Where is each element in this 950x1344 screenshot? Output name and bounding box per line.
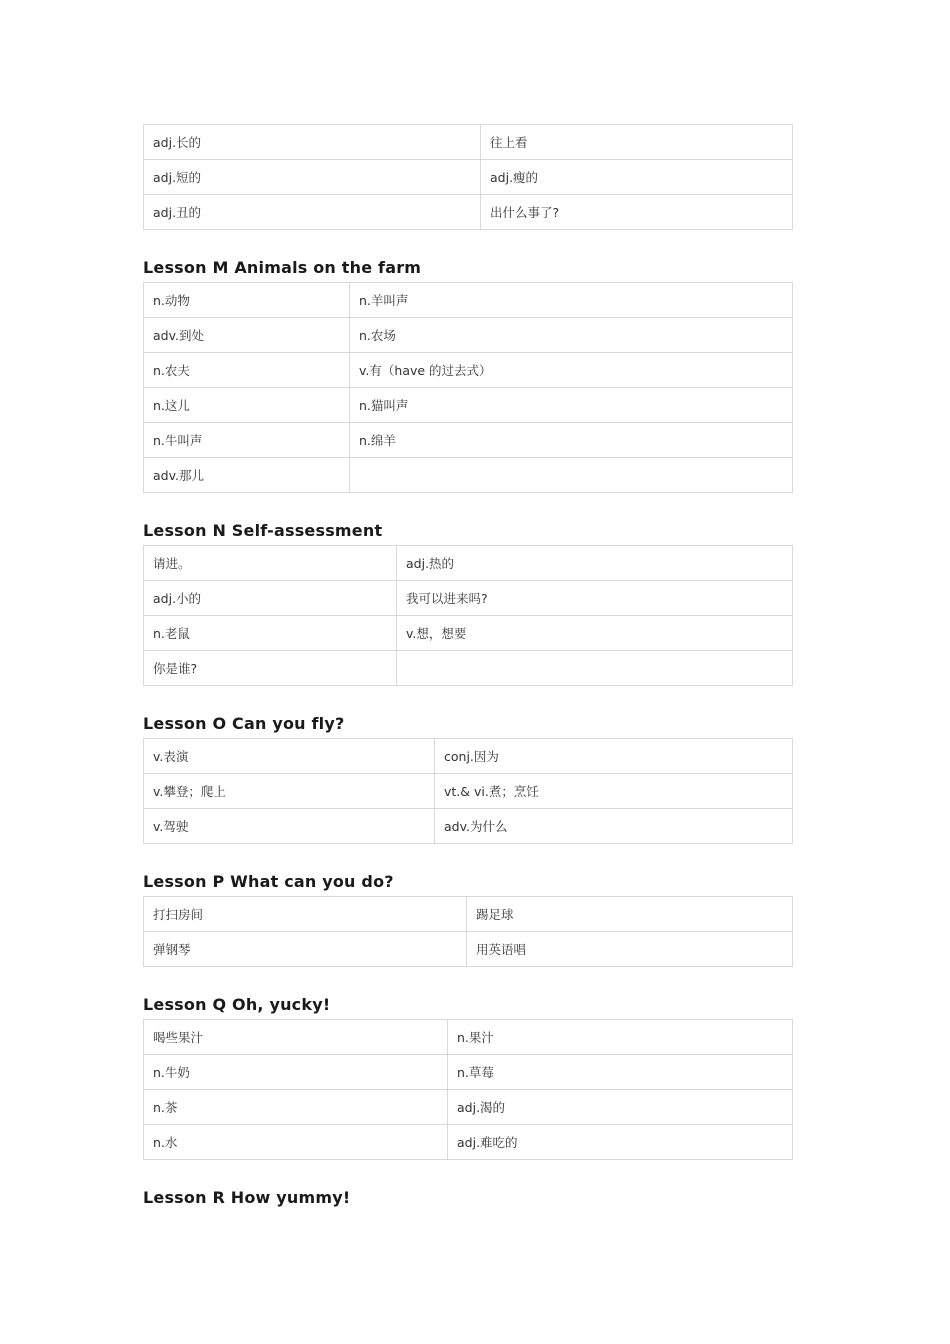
table-row (144, 616, 793, 651)
lesson-p-title: Lesson P What can you do? (143, 872, 394, 891)
table-cell: vt.& vi.煮；烹饪 (435, 774, 793, 809)
table-cell: adj.难吃的 (448, 1125, 793, 1160)
table-row (144, 1020, 793, 1055)
vocab-table-lesson-q (143, 1019, 793, 1160)
table-cell: adv.到处 (144, 318, 350, 353)
lesson-q-title: Lesson Q Oh, yucky! (143, 995, 331, 1014)
lesson-o-title: Lesson O Can you fly? (143, 714, 345, 733)
table-cell: adj.小的 (144, 581, 397, 616)
table-row (144, 651, 793, 686)
table-cell: n.农场 (350, 318, 793, 353)
table-cell: n.水 (144, 1125, 448, 1160)
table-row (144, 774, 793, 809)
table-cell: n.猫叫声 (350, 388, 793, 423)
table-cell: n.这儿 (144, 388, 350, 423)
table-cell: n.绵羊 (350, 423, 793, 458)
table-cell: n.农夫 (144, 353, 350, 388)
table-row (144, 1090, 793, 1125)
table-cell: 踢足球 (467, 897, 793, 932)
table-row (144, 423, 793, 458)
table-cell: adj.短的 (144, 160, 481, 195)
table-cell: v.驾驶 (144, 809, 435, 844)
document-page (143, 124, 792, 1208)
table-cell: 我可以进来吗? (397, 581, 793, 616)
table-row (144, 581, 793, 616)
table-row (144, 195, 793, 230)
table-cell: 弹钢琴 (144, 932, 467, 967)
table-cell: conj.因为 (435, 739, 793, 774)
table-row (144, 318, 793, 353)
table-row (144, 353, 793, 388)
lesson-n-title: Lesson N Self-assessment (143, 521, 383, 540)
table-cell: v.攀登；爬上 (144, 774, 435, 809)
lesson-m-title: Lesson M Animals on the farm (143, 258, 422, 277)
table-row (144, 283, 793, 318)
table-cell: 喝些果汁 (144, 1020, 448, 1055)
table-row (144, 1055, 793, 1090)
table-cell: adj.长的 (144, 125, 481, 160)
table-cell: v.表演 (144, 739, 435, 774)
table-cell: adj.瘦的 (481, 160, 793, 195)
table-row (144, 809, 793, 844)
table-cell: n.果汁 (448, 1020, 793, 1055)
table-row (144, 739, 793, 774)
table-row (144, 458, 793, 493)
table-cell: n.牛奶 (144, 1055, 448, 1090)
vocab-table-lesson-o (143, 738, 793, 844)
table-cell: adv.那儿 (144, 458, 350, 493)
table-row (144, 897, 793, 932)
table-cell: adj.渴的 (448, 1090, 793, 1125)
table-cell: 用英语唱 (467, 932, 793, 967)
table-row (144, 125, 793, 160)
table-row (144, 1125, 793, 1160)
table-cell: adj.丑的 (144, 195, 481, 230)
table-cell: n.老鼠 (144, 616, 397, 651)
table-row (144, 546, 793, 581)
vocab-table-top (143, 124, 793, 230)
table-cell: 往上看 (481, 125, 793, 160)
table-cell: n.茶 (144, 1090, 448, 1125)
table-cell: 出什么事了? (481, 195, 793, 230)
table-cell: n.牛叫声 (144, 423, 350, 458)
table-cell: 请进。 (144, 546, 397, 581)
table-cell (350, 458, 793, 493)
table-cell: adj.热的 (397, 546, 793, 581)
lesson-r-title: Lesson R How yummy! (143, 1188, 351, 1207)
table-cell: v.想，想要 (397, 616, 793, 651)
table-row (144, 388, 793, 423)
table-cell: adv.为什么 (435, 809, 793, 844)
vocab-table-lesson-m (143, 282, 793, 493)
table-cell (397, 651, 793, 686)
table-cell: n.草莓 (448, 1055, 793, 1090)
table-row (144, 932, 793, 967)
vocab-table-lesson-p (143, 896, 793, 967)
table-cell: 打扫房间 (144, 897, 467, 932)
table-cell: n.羊叫声 (350, 283, 793, 318)
table-cell: n.动物 (144, 283, 350, 318)
table-row (144, 160, 793, 195)
vocab-table-lesson-n (143, 545, 793, 686)
table-cell: 你是谁? (144, 651, 397, 686)
table-cell: v.有（have 的过去式） (350, 353, 793, 388)
